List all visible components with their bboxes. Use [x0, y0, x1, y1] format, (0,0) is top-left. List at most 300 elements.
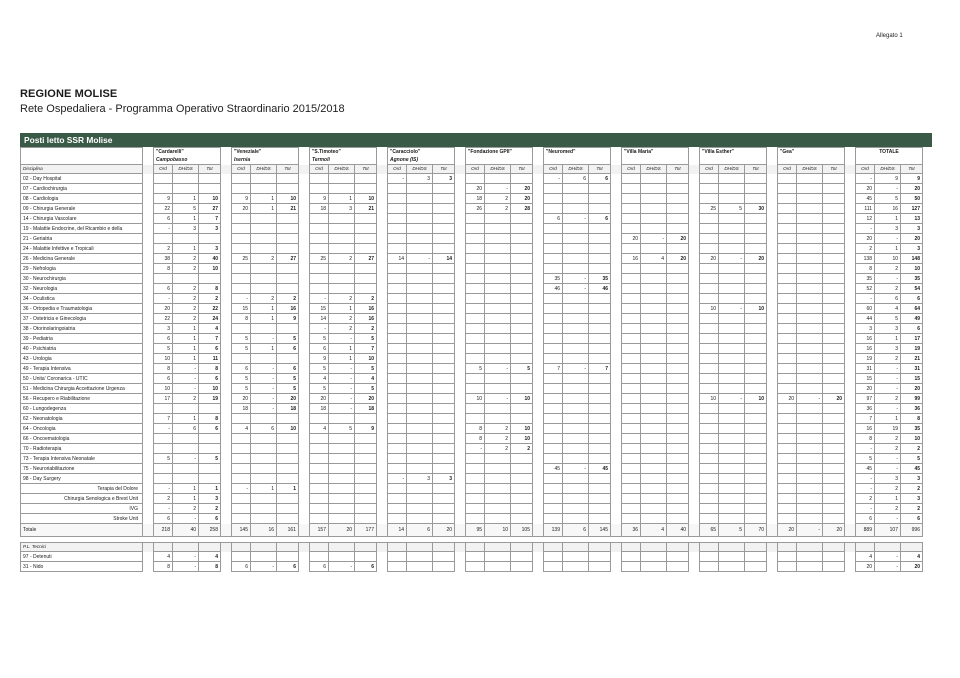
table-row: [21, 324, 923, 334]
cell-ord: -: [544, 174, 563, 184]
cell-ord: [622, 384, 641, 394]
column-gap: [845, 294, 856, 304]
cell-dhds: 2: [173, 294, 199, 304]
cell-ord: [700, 244, 719, 254]
column-gap: [377, 494, 388, 504]
cell-dhds: [641, 384, 667, 394]
column-gap: [299, 552, 310, 562]
cell-ord: [700, 324, 719, 334]
column-gap: [221, 562, 232, 572]
cell-ord: 60: [856, 304, 875, 314]
cell-tot: 10: [277, 194, 299, 204]
column-gap: [455, 184, 466, 194]
cell-dhds: [797, 304, 823, 314]
cell-tot: [355, 174, 377, 184]
cell-ord: [310, 274, 329, 284]
subheader-ord: Ord: [856, 165, 875, 174]
cell-dhds: [719, 354, 745, 364]
cell-tot: 9: [277, 314, 299, 324]
page-subtitle: Rete Ospedaliera - Programma Operativo Straordinario 2015/2018: [20, 103, 345, 115]
cell-dhds: [485, 304, 511, 314]
cell-dhds: [485, 274, 511, 284]
cell-tot: [355, 274, 377, 284]
cell-ord: [778, 184, 797, 194]
cell-ord: [622, 184, 641, 194]
cell-dhds: [797, 552, 823, 562]
cell-ord: [778, 214, 797, 224]
cell-ord: [778, 234, 797, 244]
column-gap: [455, 354, 466, 364]
cell-dhds: -: [563, 274, 589, 284]
cell-tot: [433, 244, 455, 254]
cell-ord: [622, 204, 641, 214]
cell-dhds: [173, 464, 199, 474]
cell-ord: 20: [154, 304, 173, 314]
cell-ord: [388, 384, 407, 394]
cell-tot: [823, 174, 845, 184]
cell-tot: [667, 374, 689, 384]
column-gap: [299, 504, 310, 514]
cell-tot: 3: [433, 174, 455, 184]
cell-ord: [388, 234, 407, 244]
cell-ord: [310, 184, 329, 194]
column-gap: [377, 514, 388, 524]
cell-dhds: [407, 414, 433, 424]
discipline-label: 21 - Geriatria: [21, 234, 143, 244]
cell-ord: [700, 454, 719, 464]
column-gap: [767, 543, 778, 552]
cell-dhds: [407, 514, 433, 524]
cell-dhds: -: [485, 394, 511, 404]
cell-ord: [778, 484, 797, 494]
cell-ord: [778, 562, 797, 572]
cell-ord: -: [388, 474, 407, 484]
column-gap: [299, 234, 310, 244]
cell-dhds: [329, 224, 355, 234]
cell-ord: 8: [154, 264, 173, 274]
subheader-ord: Ord: [154, 165, 173, 174]
cell-ord: 4: [232, 424, 251, 434]
subheader-dhds: DH/DS: [329, 165, 355, 174]
cell-ord: [232, 214, 251, 224]
cell-dhds: [641, 224, 667, 234]
cell-dhds: [407, 194, 433, 204]
column-gap: [143, 552, 154, 562]
cell-tot: [745, 474, 767, 484]
cell-ord: [700, 314, 719, 324]
column-gap: [689, 304, 700, 314]
cell-tot: 21: [355, 204, 377, 214]
cell-tot: [823, 244, 845, 254]
cell-dhds: 2: [173, 314, 199, 324]
cell-ord: [388, 304, 407, 314]
column-gap: [377, 434, 388, 444]
column-gap: [767, 454, 778, 464]
cell-ord: [778, 254, 797, 264]
column-gap: [533, 414, 544, 424]
cell-dhds: -: [875, 364, 901, 374]
cell-dhds: [797, 284, 823, 294]
subheader-tot: Tot: [901, 165, 923, 174]
cell-ord: [778, 174, 797, 184]
cell-tot: [511, 314, 533, 324]
cell-tot: [589, 254, 611, 264]
cell-dhds: [641, 424, 667, 434]
cell-dhds: [407, 454, 433, 464]
cell-tot: [589, 494, 611, 504]
column-gap: [221, 294, 232, 304]
cell-dhds: [797, 174, 823, 184]
column-gap: [221, 156, 232, 165]
cell-ord: 18: [310, 204, 329, 214]
column-gap: [143, 234, 154, 244]
cell-tot: [433, 204, 455, 214]
cell-dhds: [563, 474, 589, 484]
discipline-label: 19 - Malattie Endocrine, del Ricambio e della: [21, 224, 143, 234]
cell-ord: [544, 374, 563, 384]
cell-ord: [622, 444, 641, 454]
cell-dhds: -: [173, 454, 199, 464]
column-gap: [689, 424, 700, 434]
cell-tot: [823, 514, 845, 524]
cell-ord: [466, 304, 485, 314]
cell-ord: [700, 364, 719, 374]
table-row: [21, 224, 923, 234]
cell-tot: [433, 214, 455, 224]
cell-dhds: 2: [173, 304, 199, 314]
cell-tot: [823, 304, 845, 314]
cell-dhds: [797, 314, 823, 324]
cell-dhds: [329, 484, 355, 494]
cell-ord: [388, 244, 407, 254]
cell-dhds: 1: [329, 344, 355, 354]
column-gap: [455, 174, 466, 184]
cell-ord: [466, 374, 485, 384]
column-gap: [377, 324, 388, 334]
cell-ord: 44: [856, 314, 875, 324]
cell-ord: 8: [154, 562, 173, 572]
column-gap: [845, 434, 856, 444]
column-gap: [533, 434, 544, 444]
column-gap: [533, 364, 544, 374]
cell-tot: [667, 184, 689, 194]
cell-ord: 14: [310, 314, 329, 324]
hospital-city-row: [21, 156, 923, 165]
cell-ord: [700, 184, 719, 194]
cell-ord: 3: [154, 324, 173, 334]
cell-ord: [388, 374, 407, 384]
cell-dhds: [797, 344, 823, 354]
column-gap: [377, 204, 388, 214]
header-blank: [21, 156, 143, 165]
cell-dhds: [407, 304, 433, 314]
cell-dhds: [719, 174, 745, 184]
cell-dhds: 5: [875, 314, 901, 324]
column-gap: [689, 444, 700, 454]
table-banner: Posti letto SSR Molise: [20, 133, 932, 147]
cell-ord: [622, 552, 641, 562]
cell-tot: [745, 194, 767, 204]
cell-dhds: 5: [875, 194, 901, 204]
column-gap: [455, 504, 466, 514]
column-gap: [455, 414, 466, 424]
discipline-label: 07 - Cardiochirurgia: [21, 184, 143, 194]
column-gap: [221, 354, 232, 364]
cell-ord: [154, 474, 173, 484]
cell-ord: 38: [154, 254, 173, 264]
cell-ord: [778, 284, 797, 294]
discipline-label: IVG: [21, 504, 143, 514]
table-row: [21, 414, 923, 424]
cell-tot: [745, 444, 767, 454]
cell-ord: 9: [310, 354, 329, 364]
column-gap: [767, 344, 778, 354]
discipline-label: 75 - Neuroriabilitazione: [21, 464, 143, 474]
column-gap: [533, 384, 544, 394]
cell-dhds: [797, 324, 823, 334]
cell-ord: [232, 454, 251, 464]
column-gap: [689, 234, 700, 244]
cell-ord: [700, 504, 719, 514]
cell-tot: [589, 562, 611, 572]
cell-tot: [433, 294, 455, 304]
column-gap: [611, 494, 622, 504]
cell-ord: [310, 504, 329, 514]
column-gap: [455, 214, 466, 224]
cell-ord: [622, 414, 641, 424]
cell-tot: [745, 264, 767, 274]
column-gap: [455, 494, 466, 504]
column-gap: [533, 194, 544, 204]
column-gap: [377, 174, 388, 184]
column-gap: [143, 165, 154, 174]
cell-ord: [310, 454, 329, 464]
cell-ord: [544, 334, 563, 344]
column-gap: [377, 224, 388, 234]
column-gap: [767, 194, 778, 204]
cell-tot: 2: [199, 294, 221, 304]
cell-tot: 70: [745, 524, 767, 537]
table-row: [21, 464, 923, 474]
cell-ord: 6: [310, 344, 329, 354]
cell-ord: 31: [856, 364, 875, 374]
cell-dhds: [485, 244, 511, 254]
cell-tot: [589, 404, 611, 414]
cell-tot: 20: [277, 394, 299, 404]
cell-ord: [154, 404, 173, 414]
column-gap: [767, 244, 778, 254]
cell-tot: [745, 234, 767, 244]
cell-dhds: 4: [875, 304, 901, 314]
cell-tot: 4: [199, 552, 221, 562]
cell-dhds: 1: [173, 194, 199, 204]
cell-tot: [667, 504, 689, 514]
cell-ord: 7: [856, 414, 875, 424]
hospital-name: "Cardarelli": [154, 148, 221, 157]
cell-tot: 27: [277, 254, 299, 264]
cell-dhds: -: [407, 254, 433, 264]
cell-tot: [745, 284, 767, 294]
cell-tot: [277, 264, 299, 274]
section-blank: [251, 543, 277, 552]
cell-ord: 6: [154, 514, 173, 524]
cell-ord: [622, 464, 641, 474]
cell-dhds: [797, 204, 823, 214]
cell-ord: 5: [310, 384, 329, 394]
cell-dhds: 16: [251, 524, 277, 537]
cell-ord: [466, 254, 485, 264]
table-row: [21, 374, 923, 384]
column-gap: [533, 174, 544, 184]
table-row: [21, 174, 923, 184]
column-gap: [845, 552, 856, 562]
cell-tot: 7: [355, 344, 377, 354]
table-row: [21, 294, 923, 304]
cell-tot: [511, 344, 533, 354]
column-gap: [533, 552, 544, 562]
cell-dhds: 3: [875, 224, 901, 234]
cell-tot: [433, 364, 455, 374]
cell-tot: [823, 474, 845, 484]
cell-ord: [388, 562, 407, 572]
cell-ord: [466, 464, 485, 474]
cell-dhds: 2: [329, 294, 355, 304]
cell-ord: [310, 444, 329, 454]
column-gap: [533, 184, 544, 194]
column-gap: [455, 562, 466, 572]
cell-dhds: -: [251, 364, 277, 374]
cell-tot: [667, 344, 689, 354]
cell-tot: [511, 174, 533, 184]
column-gap: [455, 234, 466, 244]
cell-tot: 50: [901, 194, 923, 204]
cell-dhds: [173, 174, 199, 184]
cell-ord: [622, 324, 641, 334]
cell-tot: [667, 194, 689, 204]
column-gap: [767, 324, 778, 334]
discipline-label: 24 - Malattie Infettive e Tropicali: [21, 244, 143, 254]
column-gap: [377, 148, 388, 157]
column-gap: [611, 562, 622, 572]
column-gap: [221, 274, 232, 284]
column-gap: [533, 514, 544, 524]
cell-dhds: [329, 174, 355, 184]
cell-tot: [589, 504, 611, 514]
column-gap: [845, 404, 856, 414]
column-gap: [143, 344, 154, 354]
cell-tot: 2: [277, 294, 299, 304]
column-gap: [689, 165, 700, 174]
cell-ord: [388, 454, 407, 464]
cell-tot: 45: [901, 464, 923, 474]
cell-dhds: 2: [485, 194, 511, 204]
cell-dhds: [797, 374, 823, 384]
cell-tot: [511, 284, 533, 294]
cell-tot: [667, 464, 689, 474]
cell-ord: 14: [388, 524, 407, 537]
cell-ord: [778, 334, 797, 344]
cell-tot: [823, 204, 845, 214]
cell-tot: 16: [277, 304, 299, 314]
cell-dhds: [797, 264, 823, 274]
cell-ord: 18: [466, 194, 485, 204]
cell-ord: 138: [856, 254, 875, 264]
cell-ord: [232, 244, 251, 254]
cell-dhds: -: [875, 454, 901, 464]
cell-dhds: [407, 562, 433, 572]
column-gap: [143, 204, 154, 214]
cell-ord: 10: [700, 394, 719, 404]
cell-ord: [700, 174, 719, 184]
cell-ord: 16: [856, 424, 875, 434]
cell-ord: [544, 244, 563, 254]
column-gap: [611, 474, 622, 484]
cell-ord: [778, 364, 797, 374]
cell-dhds: [719, 234, 745, 244]
cell-tot: [511, 484, 533, 494]
cell-ord: [466, 224, 485, 234]
column-gap: [767, 434, 778, 444]
cell-dhds: [485, 404, 511, 414]
cell-tot: [745, 184, 767, 194]
cell-dhds: -: [641, 234, 667, 244]
column-gap: [143, 156, 154, 165]
cell-tot: [277, 504, 299, 514]
cell-dhds: [485, 562, 511, 572]
cell-dhds: 2: [875, 444, 901, 454]
cell-dhds: [719, 284, 745, 294]
section-blank: [388, 543, 407, 552]
column-gap: [299, 264, 310, 274]
cell-tot: [199, 464, 221, 474]
cell-dhds: [719, 414, 745, 424]
cell-dhds: [407, 214, 433, 224]
cell-tot: 6: [901, 324, 923, 334]
cell-dhds: [641, 264, 667, 274]
cell-tot: 35: [901, 274, 923, 284]
cell-ord: 16: [622, 254, 641, 264]
cell-tot: [355, 504, 377, 514]
column-gap: [845, 234, 856, 244]
cell-ord: 36: [622, 524, 641, 537]
cell-tot: [511, 464, 533, 474]
column-gap: [299, 304, 310, 314]
cell-tot: [511, 214, 533, 224]
cell-dhds: [719, 484, 745, 494]
cell-tot: [589, 374, 611, 384]
cell-tot: [433, 424, 455, 434]
cell-tot: [745, 174, 767, 184]
cell-tot: [745, 434, 767, 444]
hospital-name: "Gea": [778, 148, 845, 157]
column-gap: [845, 184, 856, 194]
cell-dhds: 1: [875, 334, 901, 344]
cell-ord: [544, 504, 563, 514]
discipline-label: 50 - Unita' Coronarica - UTIC: [21, 374, 143, 384]
column-gap: [845, 504, 856, 514]
column-gap: [299, 364, 310, 374]
cell-tot: [823, 254, 845, 264]
cell-ord: -: [154, 484, 173, 494]
column-gap: [377, 194, 388, 204]
cell-ord: [622, 274, 641, 284]
cell-dhds: [563, 552, 589, 562]
cell-tot: 6: [277, 344, 299, 354]
cell-dhds: [797, 424, 823, 434]
cell-ord: [310, 234, 329, 244]
column-gap: [377, 474, 388, 484]
column-gap: [299, 148, 310, 157]
